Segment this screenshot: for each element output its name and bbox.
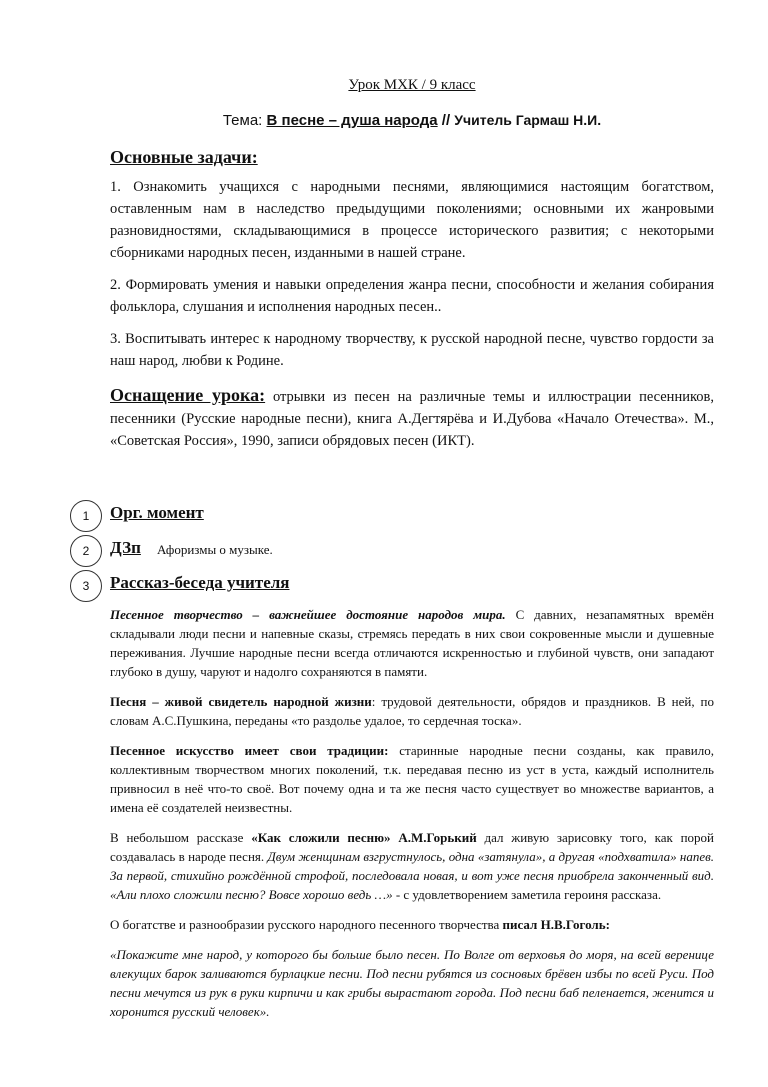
- step-title: Орг. момент: [110, 503, 204, 522]
- step-note: Афоризмы о музыке.: [157, 542, 273, 557]
- equipment-text: отрывки из песен на различные темы и иллюстрации песенников, песенники (Русские народные песни), книга А.Дегтярёва и И.Дубова «Начало Отечества». М., «Советская Россия», 1990, записи обрядовых песен (ИКТ).: [110, 389, 714, 449]
- lesson-header: [110, 77, 714, 94]
- story-text: - с удовлетворением заметила героиня рассказа.: [392, 887, 662, 902]
- tasks-heading: Основные задачи:: [110, 147, 258, 167]
- story-text: О богатстве и разнообразии русского народного песенного творчества: [110, 917, 503, 932]
- story-paragraph: [110, 828, 714, 904]
- story-section: [110, 605, 714, 1021]
- equipment-heading: Оснащение урока:: [110, 385, 266, 405]
- story-text: старинные народные песни созданы, как правило, коллективным творчеством многих поколений, т.к. передавая песню из уст в уста, каждый исполнитель привносил в неё что-то своё. Вот почему одна и та же песня часто существует во множестве вариантов, а имена её создателей неизвестны.: [110, 743, 714, 815]
- story-paragraph: [110, 915, 714, 934]
- step-number-badge: 3: [70, 570, 102, 602]
- story-lead: Песенное искусство имеет свои традиции:: [110, 743, 389, 758]
- task-item: 1. Ознакомить учащихся с народными песнями, являющимися настоящим богатством, оставленным нам в наследство предыдущими поколениями; основными их жанровыми разновидностями, складывающимися в процессе исторического развития; с некоторыми сборниками народных песен, изданными в нашей стране.: [110, 179, 714, 261]
- story-paragraph: [110, 741, 714, 817]
- story-paragraph: [110, 605, 714, 681]
- topic-title: В песне – душа народа: [266, 112, 438, 129]
- story-lead: Песенное творчество – важнейшее достояние народов мира.: [110, 607, 506, 622]
- step-title: ДЗп: [110, 538, 141, 557]
- story-lead: писал Н.В.Гоголь:: [502, 917, 610, 932]
- step-number-badge: 1: [70, 500, 102, 532]
- story-text: С давних, незапамятных времён складывали люди песни и напевные сказы, стремясь передать в них свои сокровенные мысли и душевные переживания. Лучшие народные песни всегда отличаются искренностью и глубиной чувств, они западают глубоко в душу, чаруют и надолго сохраняются в памяти.: [110, 607, 714, 679]
- topic-line: [110, 112, 714, 130]
- story-lead: «Как сложили песню» А.М.Горький: [251, 830, 477, 845]
- story-text: дал живую зарисовку того, как порой создавалась в народе песня.: [110, 830, 714, 864]
- topic-label: Тема:: [222, 112, 267, 129]
- tasks-section: [110, 146, 714, 372]
- step-number-badge: 2: [70, 535, 102, 567]
- story-text: : трудовой деятельности, обрядов и праздников. В ней, по словам А.С.Пушкина, переданы «то раздолье удалое, то сердечная тоска».: [110, 694, 714, 728]
- story-paragraph: [110, 945, 714, 1021]
- topic-separator: //: [437, 112, 455, 129]
- story-lead: Песня – живой свидетель народной жизни: [110, 694, 372, 709]
- lesson-title: Урок МХК / 9 класс: [348, 77, 476, 93]
- story-quote: «Покажите мне народ, у которого бы больше было песен. По Волге от верховья до моря, на всей веренице влекущих барок заливаются бурлацкие песни. Под песни рубятся из сосновых брёвен избы по всей Руси. Под песни мечутся из рук в руки кирпичи и как грибы вырастают города. Под песни баб пеленается, женится и хоронится русский человек».: [110, 947, 714, 1019]
- teacher-name: Учитель Гармаш Н.И.: [454, 112, 602, 128]
- task-item: 3. Воспитывать интерес к народному творчеству, к русской народной песне, чувство гордости за наш народ, любви к Родине.: [110, 331, 714, 369]
- story-text: В небольшом рассказе: [110, 830, 252, 845]
- story-paragraph: [110, 692, 714, 730]
- task-item: 2. Формировать умения и навыки определения жанра песни, способности и желания собирания фольклора, слушания и исполнения народных песен..: [110, 277, 714, 315]
- step-title: Рассказ-беседа учителя: [110, 573, 290, 592]
- story-quote: Двум женщинам взгрустнулось, одна «затянула», а другая «подхватила» напев. За первой, стихийно рождённой строфой, последовала новая, и вот уже песня приобрела законченный вид. «Али плохо сложили песню? Вовсе хорошо ведь …»: [110, 849, 714, 902]
- equipment-section: [110, 384, 714, 452]
